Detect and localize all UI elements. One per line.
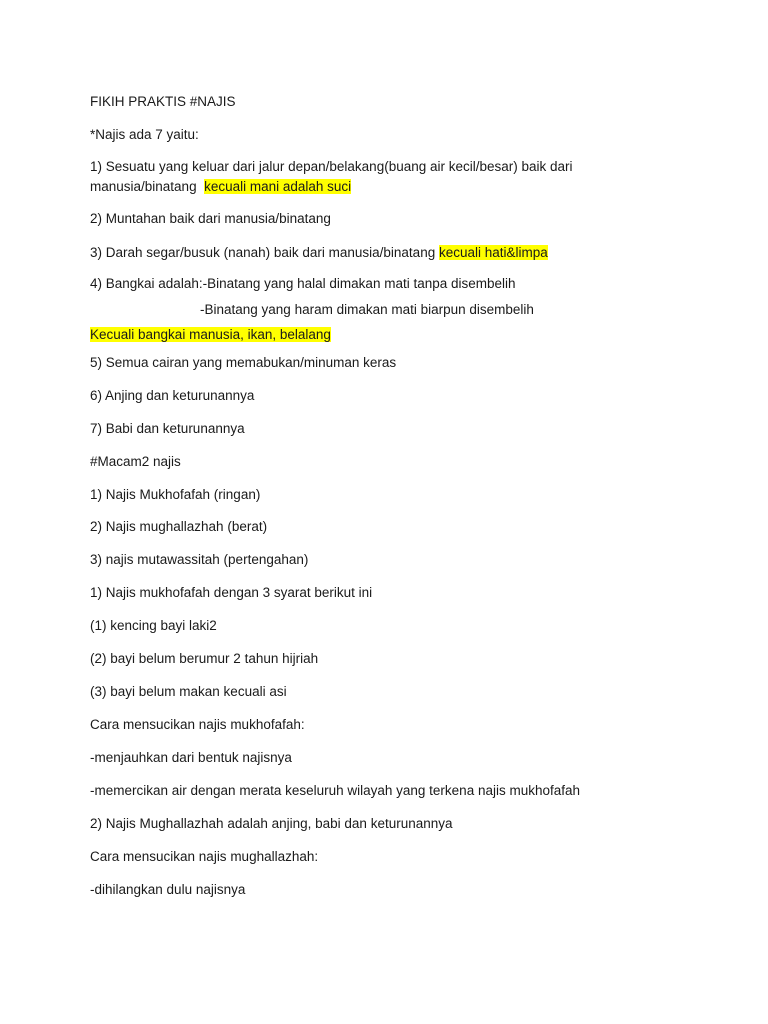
- item-1-highlight: kecuali mani adalah suci: [204, 179, 352, 194]
- type-2: 2) Najis mughallazhah (berat): [90, 519, 268, 534]
- item-3-highlight: kecuali hati&limpa: [438, 245, 548, 260]
- item-4-exception: [90, 326, 331, 344]
- clean-mukhofafah-heading: Cara mensucikan najis mukhofafah:: [90, 717, 305, 732]
- mukhofafah-definition: 1) Najis mukhofafah dengan 3 syarat berikut ini: [90, 585, 373, 600]
- condition-1: (1) kencing bayi laki2: [90, 618, 217, 633]
- clean-mughallazhah-heading: Cara mensucikan najis mughallazhah:: [90, 849, 319, 864]
- item-7: 7) Babi dan keturunannya: [90, 421, 245, 436]
- item-4-line-2: -Binatang yang haram dimakan mati biarpun disembelih: [200, 302, 534, 317]
- intro-text: *Najis ada 7 yaitu:: [90, 127, 199, 142]
- item-1-plain-text: manusia/binatang: [90, 179, 197, 194]
- item-4-line-1: 4) Bangkai adalah:-Binatang yang halal dimakan mati tanpa disembelih: [90, 276, 516, 291]
- item-6: 6) Anjing dan keturunannya: [90, 388, 255, 403]
- item-3-plain-text: 3) Darah segar/busuk (nanah) baik dari manusia/binatang: [90, 245, 436, 260]
- item-1-line-2: [90, 178, 351, 196]
- item-4-highlight: Kecuali bangkai manusia, ikan, belalang: [90, 327, 331, 342]
- item-3: [90, 244, 548, 262]
- condition-2: (2) bayi belum berumur 2 tahun hijriah: [90, 651, 319, 666]
- clean-mughallazhah-step-1: -dihilangkan dulu najisnya: [90, 882, 246, 897]
- mughallazhah-definition: 2) Najis Mughallazhah adalah anjing, babi dan keturunannya: [90, 816, 453, 831]
- item-2: 2) Muntahan baik dari manusia/binatang: [90, 211, 331, 226]
- types-heading: #Macam2 najis: [90, 454, 181, 469]
- type-1: 1) Najis Mukhofafah (ringan): [90, 487, 261, 502]
- clean-mukhofafah-step-2: -memercikan air dengan merata keseluruh wilayah yang terkena najis mukhofafah: [90, 783, 581, 798]
- document-title: FIKIH PRAKTIS #NAJIS: [90, 94, 236, 109]
- item-1-line-1: 1) Sesuatu yang keluar dari jalur depan/belakang(buang air kecil/besar) baik dari: [90, 159, 573, 174]
- item-5: 5) Semua cairan yang memabukan/minuman keras: [90, 355, 397, 370]
- type-3: 3) najis mutawassitah (pertengahan): [90, 552, 309, 567]
- clean-mukhofafah-step-1: -menjauhkan dari bentuk najisnya: [90, 750, 292, 765]
- condition-3: (3) bayi belum makan kecuali asi: [90, 684, 287, 699]
